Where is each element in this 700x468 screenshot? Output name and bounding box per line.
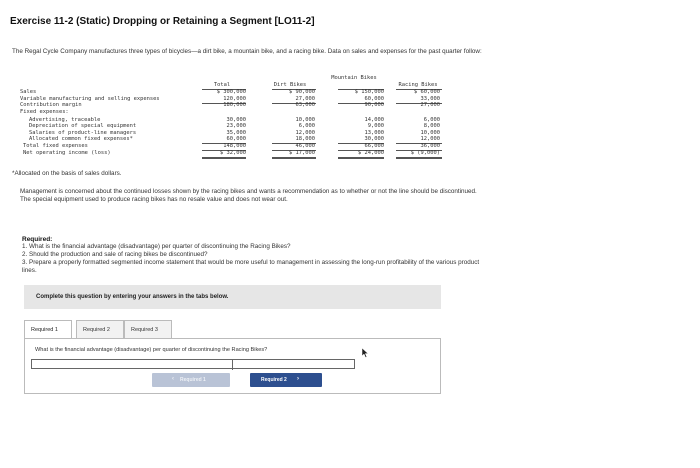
row-label: Sales [20, 89, 37, 95]
prev-button[interactable] [152, 373, 230, 387]
management-text: Management is concerned about the continued losses shown by the racing bikes and wants a recommendation as to whether or not the line should be discontinued. The special equipment used to produce racing bikes has no resale value and does not wear out. [20, 188, 477, 203]
row-value: 14,000 [364, 116, 384, 123]
row-value: 63,000 [295, 101, 315, 108]
row-value: 8,000 [423, 123, 440, 129]
row-label: Net operating income (loss) [23, 150, 111, 156]
tab-required-3[interactable]: Required 3 [124, 320, 172, 338]
row-value: $ 32,000 [220, 150, 246, 156]
double-underline [338, 158, 384, 159]
row-value: $ 24,000 [358, 150, 384, 156]
row-value: 12,000 [420, 136, 440, 142]
row-value: 46,000 [295, 142, 315, 149]
footnote: *Allocated on the basis of sales dollars. [12, 170, 122, 177]
row-value: 33,000 [420, 95, 440, 102]
next-button-label: Required 2 [261, 377, 287, 383]
row-value: 30,000 [226, 116, 246, 123]
row-value: 6,000 [423, 116, 440, 123]
row-value: 180,000 [223, 101, 246, 108]
col-header-mountain [326, 76, 382, 82]
col-header-racing: Racing Bikes [398, 82, 438, 88]
row-value: 35,000 [226, 129, 246, 136]
intro-text: The Regal Cycle Company manufactures three types of bicycles—a dirt bike, a mountain bike, and a racing bike. Data on sales and expenses for the past quarter follow: [12, 48, 482, 55]
statement-row [20, 110, 425, 116]
double-underline [272, 158, 316, 159]
answer-input[interactable] [31, 359, 355, 369]
row-label: Depreciation of special equipment [29, 123, 137, 129]
required-item: 2. Should the production and sale of racing bikes be discontinued? [22, 251, 208, 258]
row-value: 66,000 [364, 142, 384, 149]
chevron-left-icon: ‹ [172, 376, 174, 382]
row-value: 27,000 [295, 95, 315, 102]
row-value: 120,000 [223, 95, 246, 102]
next-button[interactable] [250, 373, 322, 387]
statement-row [20, 101, 440, 109]
mouse-cursor-icon [361, 348, 369, 358]
row-value: 18,000 [295, 136, 315, 142]
chevron-right-icon: › [297, 376, 299, 382]
tab-required-1[interactable]: Required 1 [24, 320, 72, 338]
row-value: $ 60,000 [414, 89, 440, 95]
row-label: Contribution margin [20, 101, 82, 108]
required-list [22, 243, 492, 275]
required-item: 1. What is the financial advantage (disadvantage) per quarter of discontinuing the Racing Bikes? [22, 243, 291, 250]
row-label: Variable manufacturing and selling expenses [20, 95, 160, 102]
row-value: $ 150,000 [354, 89, 384, 95]
col-header-total: Total [213, 82, 231, 88]
row-value: 12,000 [295, 129, 315, 136]
required-heading: Required: [22, 236, 53, 243]
row-label: Advertising, traceable [29, 116, 101, 123]
row-value: 10,000 [420, 129, 440, 136]
row-value: 27,000 [420, 101, 440, 108]
row-value: $ 17,000 [289, 150, 315, 156]
row-value: $ 90,000 [289, 89, 315, 95]
row-value: 60,000 [226, 136, 246, 142]
answer-divider [232, 360, 233, 370]
row-value: 36,000 [420, 142, 440, 149]
row-label: Fixed expenses: [20, 108, 69, 115]
row-value: 148,000 [223, 142, 246, 149]
row-value: 10,000 [295, 116, 315, 123]
question-text: What is the financial advantage (disadvantage) per quarter of discontinuing the Racing Bikes? [35, 347, 268, 353]
row-value: 90,000 [364, 101, 384, 108]
required-item: 3. Prepare a properly formatted segmented income statement that would be more useful to management in assessing the long-run profitability of the various product lines. [22, 259, 480, 274]
row-value: 30,000 [364, 136, 384, 142]
financial-statement [20, 75, 440, 176]
row-label: Salaries of product-line managers [29, 129, 137, 136]
row-value: 6,000 [298, 123, 315, 129]
tab-required-2[interactable]: Required 2 [76, 320, 124, 338]
page-title: Exercise 11-2 (Static) Dropping or Retaining a Segment [LO11-2] [10, 16, 315, 27]
mountain-header-text: Mountain Bikes [331, 75, 377, 81]
col-header-dirt: Dirt Bikes [273, 82, 307, 88]
row-value: $ 300,000 [216, 89, 246, 95]
row-value: 9,000 [367, 123, 384, 129]
row-value: 23,000 [226, 123, 246, 129]
instruction-text: Complete this question by entering your answers in the tabs below. [36, 294, 229, 300]
row-value: 60,000 [364, 95, 384, 102]
row-value: 13,000 [364, 129, 384, 136]
row-label: Allocated common fixed expenses* [29, 136, 133, 142]
row-label: Total fixed expenses [23, 142, 88, 149]
double-underline [202, 158, 246, 159]
double-underline [396, 158, 442, 159]
prev-button-label: Required 1 [180, 377, 206, 383]
row-value: $ (9,000) [410, 150, 440, 156]
instruction-banner [24, 285, 441, 309]
answer-panel [24, 338, 441, 394]
